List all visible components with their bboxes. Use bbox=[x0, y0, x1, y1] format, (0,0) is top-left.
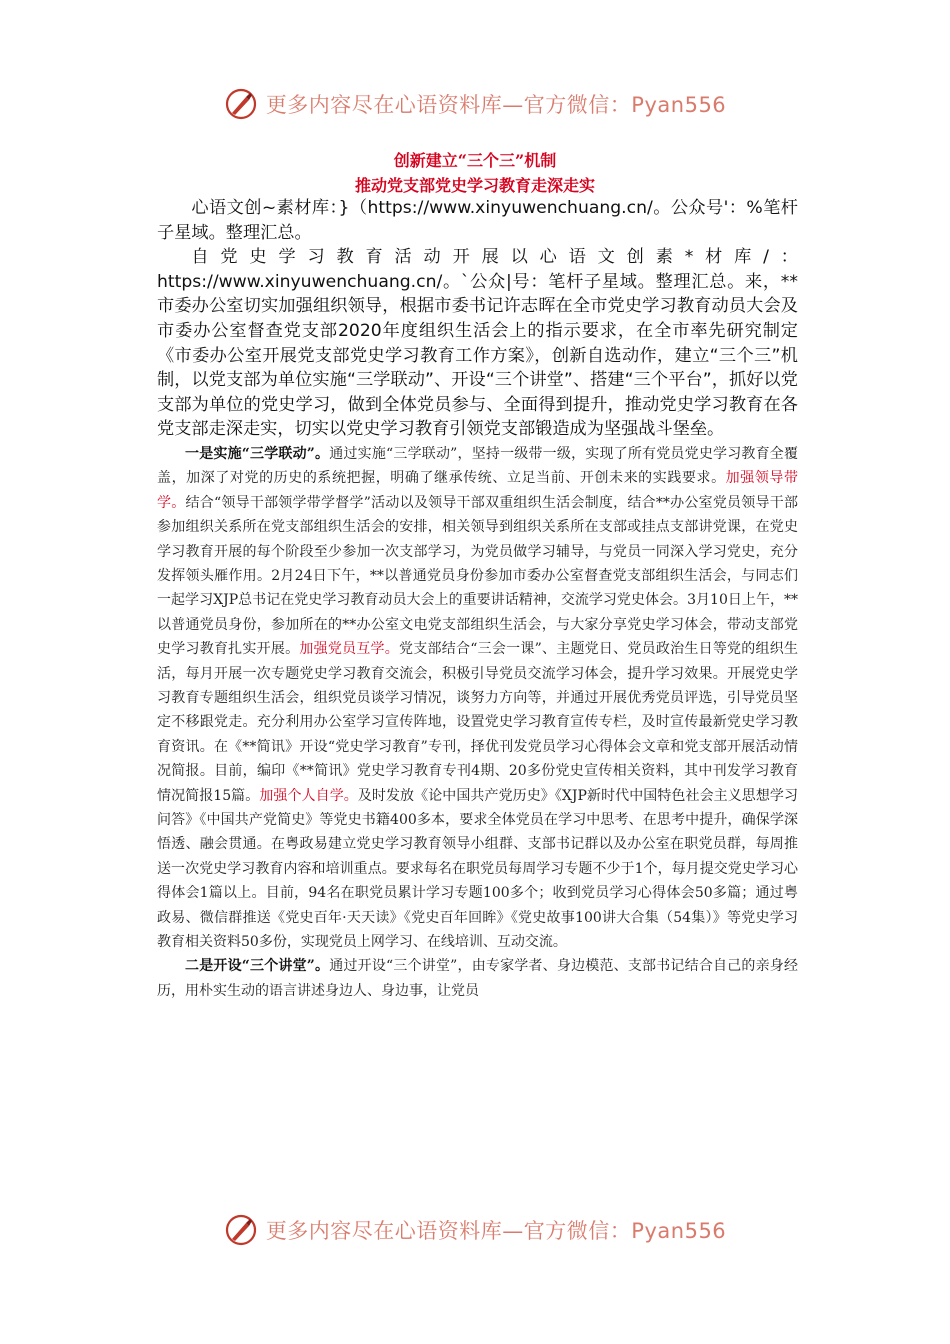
header-banner bbox=[0, 84, 950, 124]
section-1-text-d: 及时发放《论中国共产党历史》《XJP新时代中国特色社会主义思想学习问答》《中国共产党简史》等党史书籍400多本，要求全体党员在学习中思考、在思考中提升，确保学深悟透、融会贯通。在粤政易建立党史学习教育领导小组群、支部书记群以及办公室在职党员群，每周推送一次党史学习教育内容和培训重点。要求每名在职党员每周学习专题不少于1个，每月提交党史学习心得体会1篇以上。目前，94名在职党员累计学习专题100多个；收到党员学习心得体会50多篇；通过粤政易、微信群推送《党史百年·天天读》《党史百年回眸》《党史故事100讲大合集（54集）》等党史学习教育相关资料50多份，实现党员上网学习、在线培训、互动交流。 bbox=[157, 787, 799, 951]
pen-logo-icon bbox=[224, 87, 258, 121]
paragraph-source: 心语文创~素材库：}（https://www.xinyuwenchuang.cn/。公众号'：%笔杆子星域。整理汇总。 bbox=[157, 198, 798, 243]
paragraph-section-1 bbox=[157, 442, 798, 955]
section-1-text-c: 党支部结合“三会一课”、主题党日、党员政治生日等党的组织生活，每月开展一次专题党史学习教育交流会，积极引导党员交流学习体会，提升学习效果。开展党史学习教育专题组织生活会，组织党员谈学习情况，谈努力方向等，并通过开展优秀党员评选，引导党员坚定不移跟党走。充分利用办公室学习宣传阵地，设置党史学习教育宣传专栏，及时宣传最新党史学习教育资讯。在《**简讯》开设“党史学习教育”专刊，择优刊发党员学习心得体会文章和党支部开展活动情况简报。目前，编印《**简讯》党史学习教育专刊4期、20多份党史宣传相关资料，其中刊发学习教育情况简报15篇。 bbox=[157, 641, 798, 804]
paragraph-section-2 bbox=[157, 954, 798, 1003]
title-line-1: 创新建立“三个三”机制 bbox=[393, 151, 557, 170]
pen-logo-icon bbox=[224, 1213, 258, 1247]
section-1-text-a: 通过实施“三学联动”，坚持一级带一级，实现了所有党员党史学习教育全覆盖，加深了对党的历史的系统把握，明确了继承传统、立足当前、开创未来的实践要求。 bbox=[157, 445, 798, 487]
document-body bbox=[157, 196, 798, 1003]
footer-banner bbox=[0, 1210, 950, 1250]
section-1-text-b: 结合“领导干部领学带学督学”活动以及领导干部双重组织生活会制度，结合**办公室党员领导干部参加组织关系所在党支部组织生活会的安排，相关领导到组织关系所在支部或挂点支部讲党课，在党史学习教育开展的每个阶段至少参加一次支部学习，为党员做学习辅导，与党员一同深入学习党史，充分发挥领头雁作用。2月24日下午，**以普通党员身份参加市委办公室督查党支部组织生活会，与同志们一起学习XJP总书记在党史学习教育动员大会上的重要讲话精神，交流学习党史体会。3月10日上午，**以普通党员身份，参加所在的**办公室文电党支部组织生活会，与大家分享党史学习体会，带动支部党史学习教育扎实开展。 bbox=[157, 494, 799, 658]
banner-text: 更多内容尽在心语资料库—官方微信：Pyan556 bbox=[265, 1219, 727, 1243]
title-line-2: 推动党支部党史学习教育走深走实 bbox=[354, 176, 595, 195]
highlight-member-study: 加强党员互学。 bbox=[299, 641, 400, 658]
highlight-leader-study: 加强领导带学。 bbox=[157, 470, 798, 511]
section-2-text: 通过开设“三个讲堂”，由专家学者、身边模范、支部书记结合自己的亲身经历，用朴实生动的语言讲述身边人、身边事，让党员 bbox=[157, 958, 798, 999]
section-1-heading: 一是实施“三学联动”。 bbox=[185, 445, 330, 462]
section-2-heading: 二是开设“三个讲堂”。 bbox=[185, 958, 330, 975]
highlight-self-study: 加强个人自学。 bbox=[259, 787, 358, 804]
banner-text: 更多内容尽在心语资料库—官方微信：Pyan556 bbox=[265, 93, 727, 117]
paragraph-intro: 自党史学习教育活动开展以心语文创素*材库/：https://www.xinyuwenchuang.cn/。`公众|号：笔杆子星域。整理汇总。来，**市委办公室切实加强组织领导，根据市委书记许志晖在全市党史学习教育动员大会及市委办公室督查党支部2020年度组织生活会上的指示要求，在全市率先研究制定《市委办公室开展党支部党史学习教育工作方案》，创新自选动作，建立“三个三”机制，以党支部为单位实施“三学联动”、开设“三个讲堂”、搭建“三个平台”，抓好以党支部为单位的党史学习，做到全体党员参与、全面得到提升，推动党史学习教育在各党支部走深走实，切实以党史学习教育引领党支部锻造成为坚强战斗堡垒。 bbox=[157, 247, 798, 440]
